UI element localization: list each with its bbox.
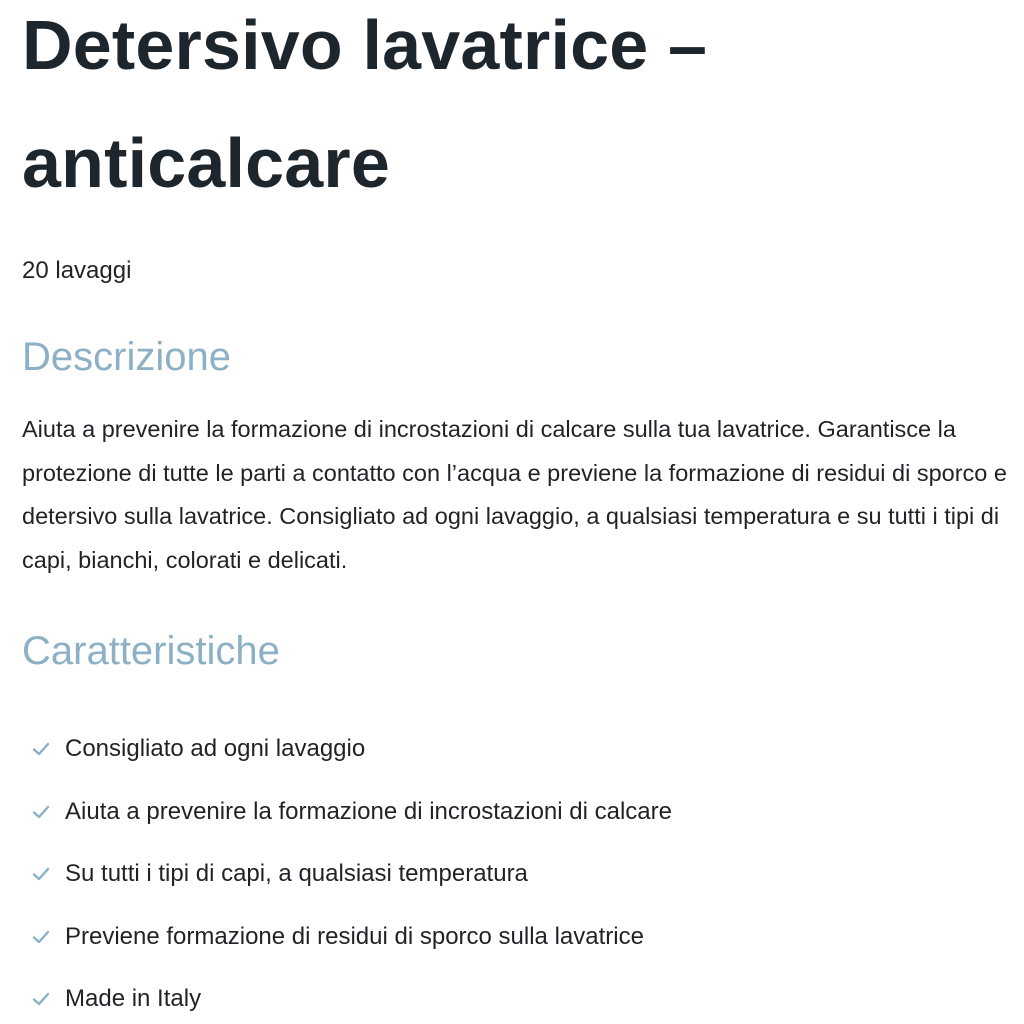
list-item	[22, 718, 1012, 781]
check-icon	[31, 802, 51, 822]
wash-count: 20 lavaggi	[22, 257, 132, 284]
description-text: Aiuta a prevenire la formazione di incrostazioni di calcare sulla tua lavatrice. Garantisce la protezione di tutte le parti a contatto con l’acqua e previene la formazione di residui di sporco e detersivo sulla lavatrice. Consigliato ad ogni lavaggio, a qualsiasi temperatura e su tutti i tipi di capi, bianchi, colorati e delicati.	[22, 416, 1007, 573]
feature-label: Made in Italy	[65, 985, 202, 1013]
page-title: Detersivo lavatrice – anticalcare	[22, 6, 708, 202]
feature-label: Su tutti i tipi di capi, a qualsiasi temperatura	[65, 860, 528, 888]
description-heading: Descrizione	[22, 335, 231, 379]
list-item	[22, 781, 1012, 844]
check-icon	[31, 739, 51, 759]
feature-label: Aiuta a prevenire la formazione di incrostazioni di calcare	[65, 797, 672, 825]
check-icon	[31, 927, 51, 947]
features-heading: Caratteristiche	[22, 629, 280, 673]
list-item	[22, 843, 1012, 906]
check-icon	[31, 989, 51, 1009]
list-item	[22, 968, 1012, 1024]
list-item	[22, 906, 1012, 969]
feature-label: Consigliato ad ogni lavaggio	[65, 735, 366, 763]
feature-label: Previene formazione di residui di sporco sulla lavatrice	[65, 922, 644, 950]
check-icon	[31, 864, 51, 884]
features-list	[22, 718, 1012, 1024]
